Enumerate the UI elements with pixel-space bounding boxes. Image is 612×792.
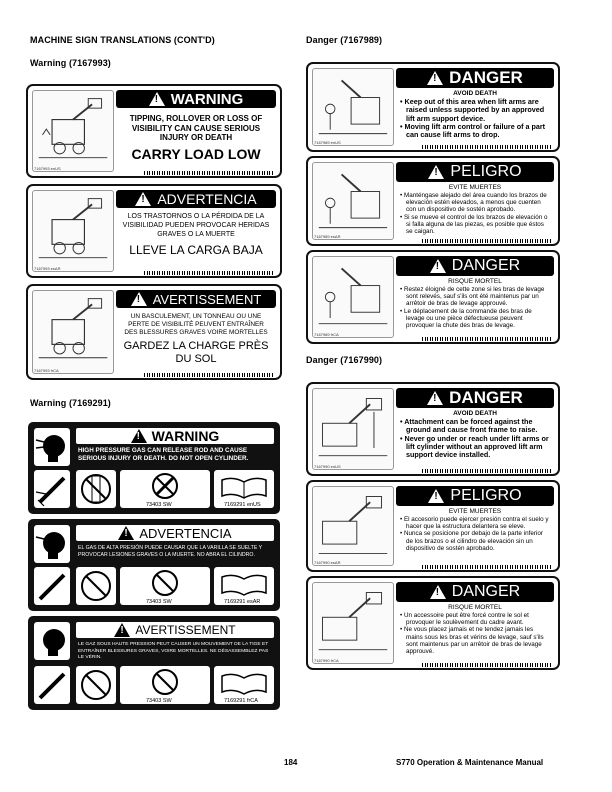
danger-subtitle: RISQUE MORTEL bbox=[448, 604, 502, 611]
danger-triangle-icon bbox=[427, 71, 443, 85]
decal-code: 7167993 frCA bbox=[34, 368, 59, 373]
decal-code: 7169291 enUS bbox=[224, 502, 261, 508]
warning-instruction: LLEVE LA CARGA BAJA bbox=[129, 243, 263, 258]
danger-bullet: • Keep out of this area when lift arms are raised unless supported by an approved lift arm support device. bbox=[400, 97, 545, 123]
decal-code: 7167990 enUS bbox=[314, 464, 341, 469]
decal-7167989-fr bbox=[306, 250, 560, 344]
danger-bullet: • Le déplacement de la commande des bras de levage ou une pièce défectueuse peuvent provoquer la chute des bras de levage. bbox=[400, 307, 532, 330]
decal-7169291-es bbox=[28, 519, 280, 611]
decal-7167989-es bbox=[306, 156, 560, 246]
warning-message: LE GAZ SOUS HAUTE PRESSION PEUT CAUSER UN MOUVEMENT DE LA TIGE ET ENTRAÎNER BLESSURES GRAVES, VOIRE MORTELLES. NE DÉSASSEMBLEZ PAS LE VÉRIN. bbox=[78, 642, 269, 661]
warning-triangle-icon bbox=[135, 192, 151, 206]
head-impact-icon bbox=[34, 428, 70, 466]
barcode bbox=[422, 565, 552, 569]
decal-code: 7167990 frCA bbox=[314, 658, 339, 663]
loader-tipping-illustration bbox=[32, 190, 114, 272]
warning-triangle-icon bbox=[149, 92, 165, 106]
danger-subtitle: AVOID DEATH bbox=[453, 410, 497, 417]
warning-instruction: CARRY LOAD LOW bbox=[131, 145, 261, 162]
decal-code: 7167990 esAR bbox=[314, 560, 341, 565]
attachment-frame-raise-illustration bbox=[312, 388, 394, 470]
signal-word: WARNING bbox=[170, 90, 244, 108]
signal-word: AVERTISSEMENT bbox=[135, 623, 236, 637]
signal-word: PELIGRO bbox=[450, 163, 522, 180]
danger-bullet: • Never go under or reach under lift arms or lift cylinder without an approved lift arm support device installed. bbox=[400, 433, 549, 460]
danger-bullet: • Ne vous placez jamais et ne tendez jamais les mains sous les bras et vérins de levage, sauf s'ils sont maintenus par un arrêtoir de bras de levage approuvé. bbox=[400, 626, 544, 656]
danger-subtitle: EVITE MUERTES bbox=[448, 184, 502, 191]
warning-triangle-icon bbox=[131, 429, 147, 443]
rod-release-icon bbox=[34, 567, 70, 605]
warning-7169291-heading: Warning (7169291) bbox=[30, 398, 111, 408]
decal-7167993-fr bbox=[26, 284, 282, 380]
barcode bbox=[144, 271, 274, 275]
danger-triangle-icon bbox=[430, 585, 446, 599]
danger-triangle-icon bbox=[428, 489, 444, 503]
danger-bullet: • El accesorio puede ejercer presión contra el suelo y hacer que la estructura delantera se eleve. bbox=[400, 516, 549, 531]
decal-7167990-es bbox=[306, 480, 560, 572]
barcode bbox=[422, 337, 552, 341]
warning-message: LOS TRASTORNOS O LA PÉRDIDA DE LA VISIBILIDAD PUEDEN PROVOCAR HERIDAS GRAVES O LA MUERTE bbox=[122, 213, 270, 238]
no-puncture-icon bbox=[76, 666, 116, 704]
decal-code: 7167989 frCA bbox=[314, 332, 339, 337]
signal-word: PELIGRO bbox=[450, 487, 522, 504]
raised-lift-arm-illustration bbox=[312, 256, 394, 338]
raised-lift-arm-illustration bbox=[312, 162, 394, 240]
head-impact-icon bbox=[34, 525, 70, 563]
signal-word: DANGER bbox=[449, 388, 523, 407]
warning-triangle-icon bbox=[131, 292, 147, 306]
danger-7167989-heading: Danger (7167989) bbox=[306, 35, 383, 45]
signal-word: ADVERTENCIA bbox=[157, 191, 257, 207]
warning-message: TIPPING, ROLLOVER OR LOSS OF VISIBILITY CAN CAUSE SERIOUS INJURY OR DEATH bbox=[129, 114, 263, 143]
decal-code: 7167989 enUS bbox=[314, 140, 341, 145]
loader-tipping-illustration bbox=[32, 90, 114, 172]
warning-message: UN BASCULEMENT, UN TONNEAU OU UNE PERTE DE VISIBILITÉ PEUVENT ENTRAÎNER DES BLESSURES GRAVES VOIRE MORTELLES bbox=[124, 313, 268, 336]
warning-message: HIGH PRESSURE GAS CAN RELEASE ROD AND CAUSE SERIOUS INJURY OR DEATH. DO NOT OPEN CYLINDER. bbox=[78, 447, 249, 463]
rod-release-icon bbox=[34, 666, 70, 704]
danger-bullet: • Si se mueve el control de los brazos de elevación o si falla alguna de las piezas, es posible que éstos se caigan. bbox=[400, 213, 548, 236]
signal-word: DANGER bbox=[451, 583, 521, 600]
warning-triangle-icon bbox=[118, 526, 134, 540]
manual-title: S770 Operation & Maintenance Manual bbox=[396, 758, 544, 767]
danger-bullet: • Attachment can be forced against the ground and cause front frame to raise. bbox=[400, 417, 538, 435]
no-puncture-icon bbox=[76, 470, 116, 508]
danger-subtitle: EVITE MUERTES bbox=[448, 508, 502, 515]
page-number: 184 bbox=[284, 758, 298, 767]
barcode bbox=[422, 239, 552, 243]
attachment-frame-raise-illustration bbox=[312, 486, 394, 566]
signal-word: AVERTISSEMENT bbox=[152, 291, 262, 307]
danger-subtitle: AVOID DEATH bbox=[453, 90, 497, 97]
decal-7167993-en bbox=[26, 84, 282, 178]
barcode bbox=[422, 469, 552, 473]
danger-triangle-icon bbox=[428, 165, 444, 179]
decal-code: 7169291 esAR bbox=[224, 599, 261, 605]
part-number: 73403 SW bbox=[146, 698, 172, 704]
section-title: MACHINE SIGN TRANSLATIONS (CONT'D) bbox=[30, 35, 215, 45]
decal-7167990-fr bbox=[306, 576, 560, 670]
danger-triangle-icon bbox=[427, 391, 443, 405]
danger-triangle-icon bbox=[430, 259, 446, 273]
warning-7167993-heading: Warning (7167993) bbox=[30, 58, 111, 68]
loader-tipping-illustration bbox=[32, 290, 114, 374]
barcode bbox=[144, 171, 274, 175]
head-impact-icon bbox=[34, 622, 70, 660]
no-puncture-icon bbox=[76, 567, 116, 605]
danger-bullet: • Un accessoire peut être forcé contre le sol et provoquer le soulèvement du cadre avant. bbox=[400, 612, 529, 627]
attachment-frame-raise-illustration bbox=[312, 582, 394, 664]
danger-7167990-heading: Danger (7167990) bbox=[306, 355, 383, 365]
warning-triangle-icon bbox=[114, 623, 130, 637]
danger-bullet: • Manténgase alejado del área cuando los brazos de elevación estén elevados, a menos que cuenten con un dispositivo de sostén aprobado. bbox=[400, 192, 547, 214]
signal-word: DANGER bbox=[449, 68, 523, 87]
decal-7167990-en bbox=[306, 382, 560, 476]
decal-7167993-es bbox=[26, 184, 282, 278]
decal-code: 7167993 enUS bbox=[34, 166, 61, 171]
barcode bbox=[422, 663, 552, 667]
decal-7167989-en bbox=[306, 62, 560, 152]
signal-word: DANGER bbox=[451, 257, 521, 274]
warning-message: EL GAS DE ALTA PRESIÓN PUEDE CAUSAR QUE LA VARILLA SE SUELTE Y PROVOCAR LESIONES GRAVES O LA MUERTE. NO ABRA EL CILINDRO. bbox=[78, 545, 263, 559]
danger-bullet: • Restez éloigné de cette zone si les bras de levage sont relevés, sauf s'ils ont été maintenus par un arrêtoir de bras de levage approuvé. bbox=[400, 286, 545, 308]
decal-code: 7167993 esAR bbox=[34, 266, 61, 271]
danger-bullet: • Moving lift arm control or failure of a part can cause lift arms to drop. bbox=[400, 121, 546, 140]
danger-bullet: • Nunca se posicione por debajo de la parte inferior de los brazos o el cilindro de elevación sin un dispositivo de sostén aprobado. bbox=[400, 530, 543, 552]
part-number: 73403 SW bbox=[146, 599, 172, 605]
signal-word: WARNING bbox=[151, 428, 220, 444]
decal-code: 7167989 esAR bbox=[314, 234, 341, 239]
decal-7169291-fr bbox=[28, 616, 280, 710]
signal-word: ADVERTENCIA bbox=[139, 525, 232, 541]
decal-7169291-en bbox=[28, 422, 280, 514]
barcode bbox=[144, 373, 274, 377]
rod-release-icon bbox=[34, 470, 70, 508]
raised-lift-arm-illustration bbox=[312, 68, 394, 146]
danger-subtitle: RISQUE MORTEL bbox=[448, 278, 502, 285]
decal-code: 7169291 frCA bbox=[224, 698, 258, 704]
barcode bbox=[422, 145, 552, 149]
part-number: 73403 SW bbox=[146, 502, 172, 508]
warning-instruction: GARDEZ LA CHARGE PRÈS DU SOL bbox=[123, 340, 269, 365]
